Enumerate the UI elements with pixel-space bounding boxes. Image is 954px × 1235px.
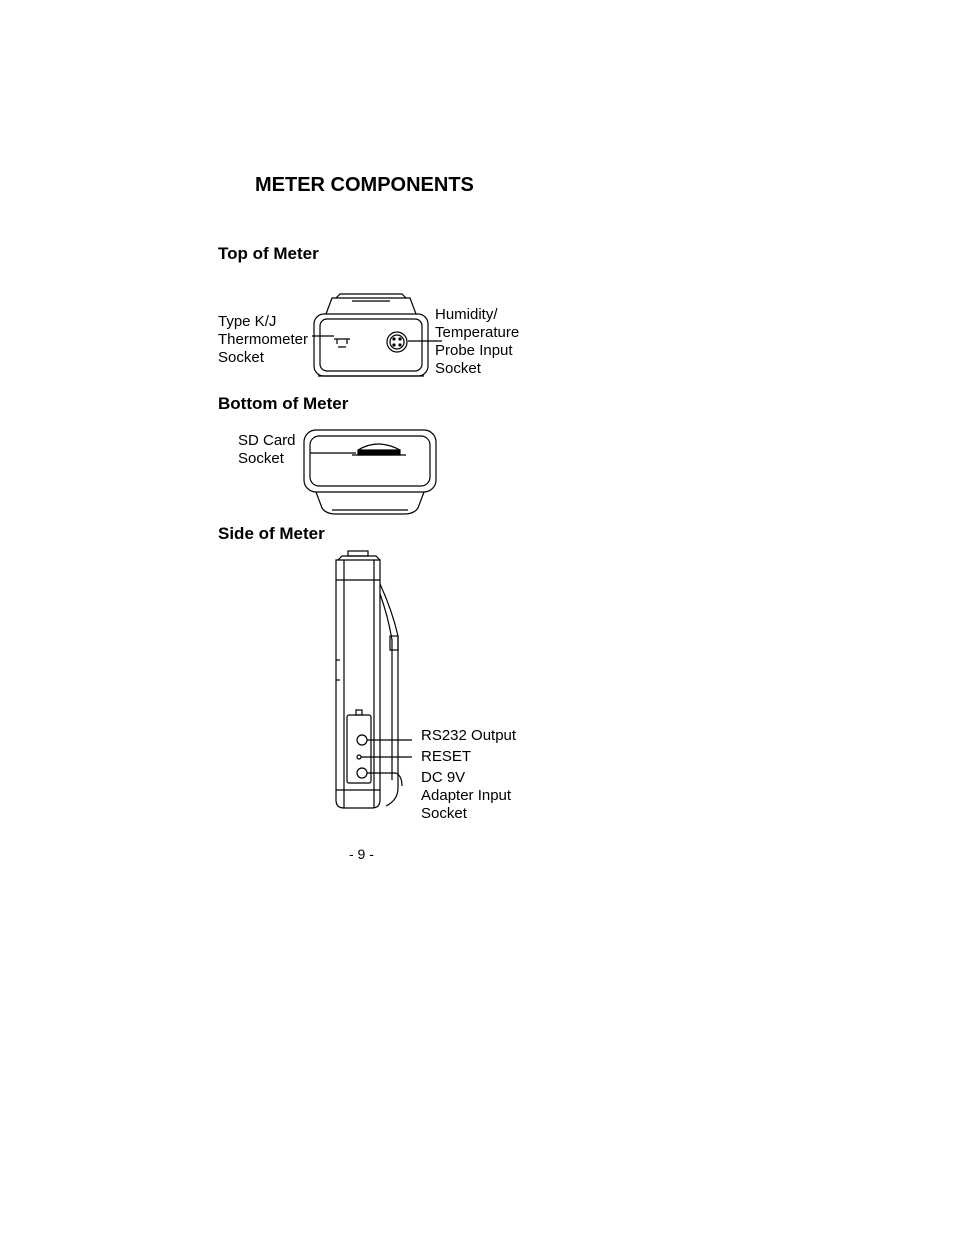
page-number: - 9 - (349, 846, 374, 862)
sd-card-socket-label-line-2: Socket (238, 450, 284, 467)
dc-adapter-label-line-1: DC 9V (421, 769, 466, 786)
sd-card-socket-label-line-1: SD Card (238, 432, 296, 449)
dc-adapter-label-line-2: Adapter Input (421, 787, 512, 804)
reset-label: RESET (421, 748, 472, 765)
side-of-meter-heading: Side of Meter (218, 524, 325, 543)
sd-card-socket-label (238, 432, 296, 468)
probe-input-socket-label-line-1: Humidity/ (435, 306, 498, 323)
thermometer-socket-label-line-3: Socket (218, 349, 264, 366)
meter-side-illustration (328, 550, 428, 815)
dc-adapter-input-socket-label (421, 769, 511, 823)
dc-adapter-label-line-3: Socket (421, 805, 467, 822)
rs232-output-label: RS232 Output (421, 727, 517, 744)
thermometer-socket-label (218, 313, 308, 367)
meter-top-illustration (296, 292, 456, 382)
probe-input-socket-label-line-3: Probe Input (435, 342, 513, 359)
meter-bottom-illustration (296, 424, 456, 524)
page-title: METER COMPONENTS (255, 174, 474, 196)
probe-input-socket-label-line-4: Socket (435, 360, 481, 377)
thermometer-socket-label-line-2: Thermometer (218, 331, 309, 348)
top-of-meter-heading: Top of Meter (218, 244, 319, 263)
probe-input-socket-label-line-2: Temperature (435, 324, 520, 341)
thermometer-socket-label-line-1: Type K/J (218, 313, 277, 330)
bottom-of-meter-heading: Bottom of Meter (218, 394, 349, 413)
